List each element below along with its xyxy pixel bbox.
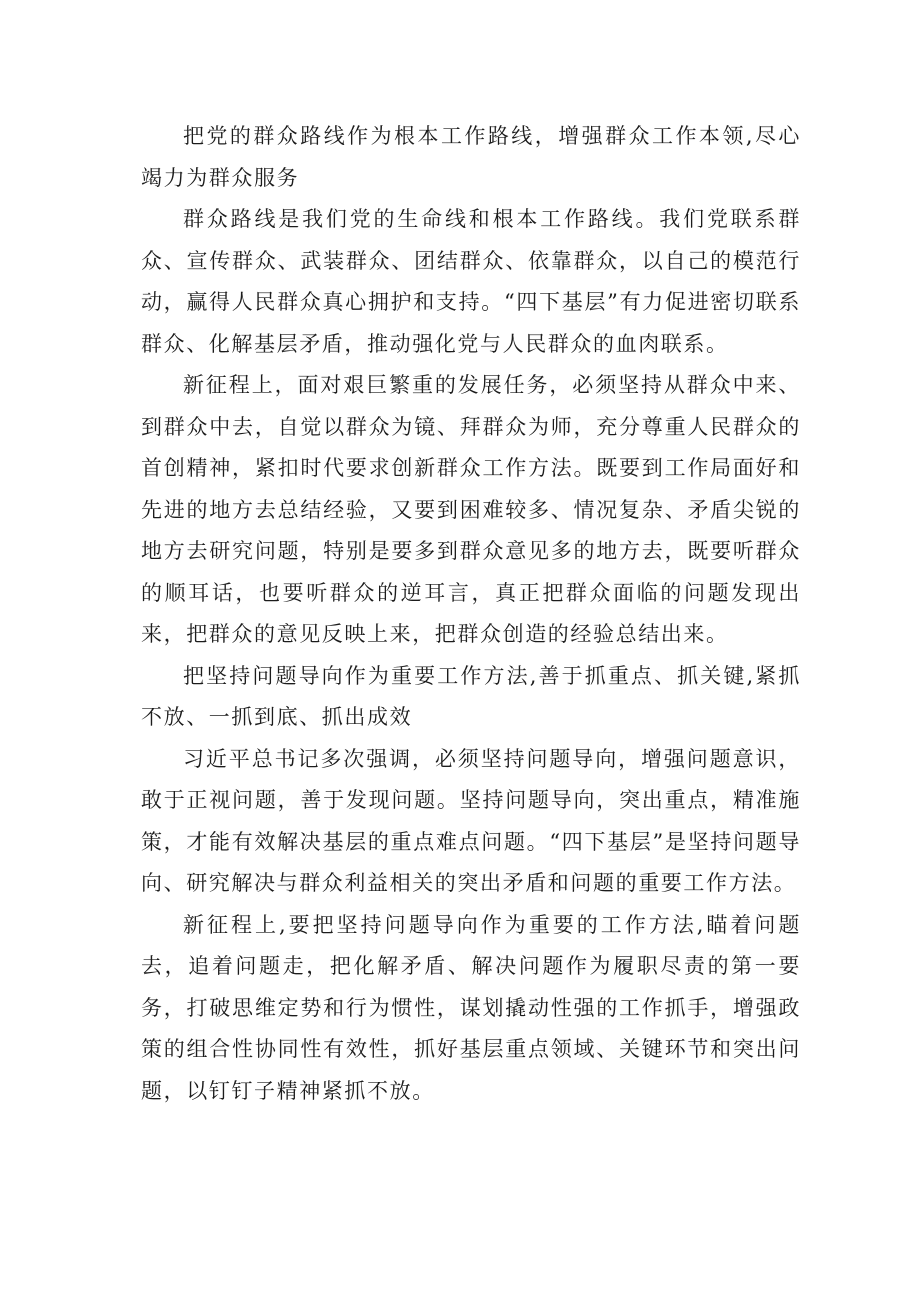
paragraph-mass-line-intro: 群众路线是我们党的生命线和根本工作路线。我们党联系群众、宣传群众、武装群众、团结群众、依靠群众，以自己的模范行动，赢得人民群众真心拥护和支持。“四下基层”有力促进密切联系群众、化解基层矛盾，推动强化党与人民群众的血肉联系。 — [141, 207, 801, 356]
paragraph-problem-orientation-new-journey: 新征程上,要把坚持问题导向作为重要的工作方法,瞄着问题去，追着问题走，把化解矛盾、解决问题作为履职尽责的第一要务，打破思维定势和行为惯性，谋划撬动性强的工作抓手，增强政策的组合性协同性有效性，抓好基层重点领域、关键环节和突出问题，以钉钉子精神紧抓不放。 — [141, 912, 801, 1103]
section-heading-mass-line: 把党的群众路线作为根本工作路线，增强群众工作本领,尽心竭力为群众服务 — [141, 124, 801, 190]
paragraph-mass-line-new-journey: 新征程上，面对艰巨繁重的发展任务，必须坚持从群众中来、到群众中去，自觉以群众为镜、拜群众为师，充分尊重人民群众的首创精神，紧扣时代要求创新群众工作方法。既要到工作局面好和先进的地方去总结经验，又要到困难较多、情况复杂、矛盾尖锐的地方去研究问题，特别是要多到群众意见多的地方去，既要听群众的顺耳话，也要听群众的逆耳言，真正把群众面临的问题发现出来，把群众的意见反映上来，把群众创造的经验总结出来。 — [141, 373, 801, 646]
paragraph-problem-orientation-intro: 习近平总书记多次强调，必须坚持问题导向，增强问题意识，敢于正视问题，善于发现问题。坚持问题导向，突出重点，精准施策，才能有效解决基层的重点难点问题。“四下基层”是坚持问题导向、研究解决与群众利益相关的突出矛盾和问题的重要工作方法。 — [141, 746, 801, 895]
section-heading-problem-orientation: 把坚持问题导向作为重要工作方法,善于抓重点、抓关键,紧抓不放、一抓到底、抓出成效 — [141, 663, 801, 729]
document-body — [141, 116, 801, 1112]
